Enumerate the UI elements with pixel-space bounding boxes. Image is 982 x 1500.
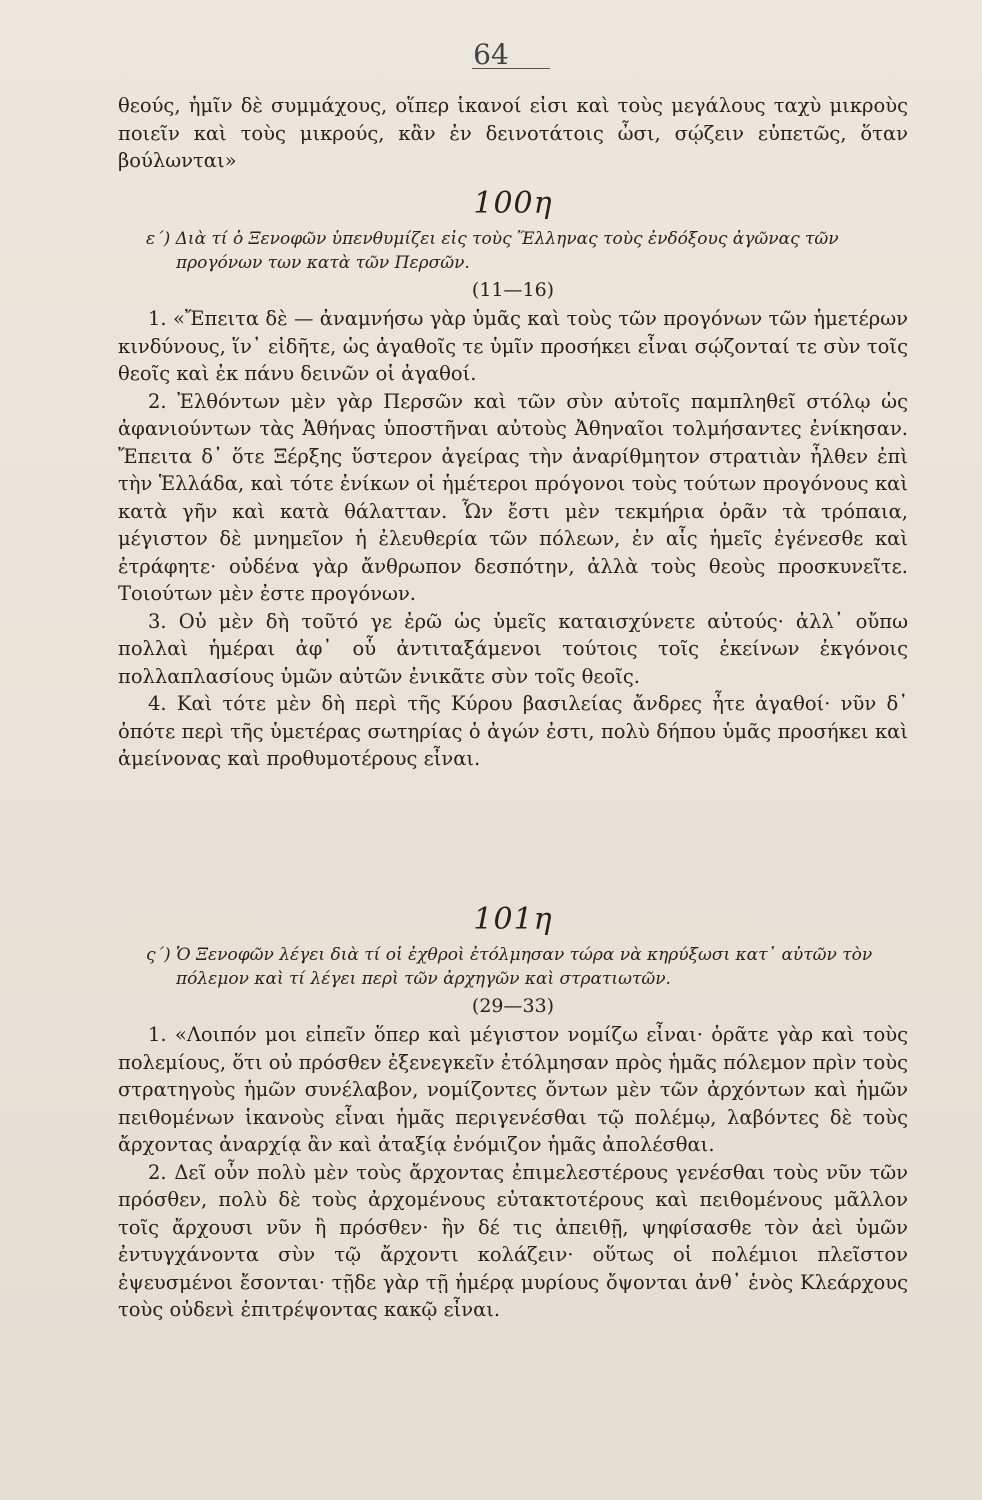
- intro-text-block: [118, 92, 908, 175]
- paragraph: 2. Δεῖ οὖν πολὺ μὲν τοὺς ἄρχοντας ἐπιμελεστέρους γενέσθαι τοὺς νῦν τῶν πρόσθεν, πολὺ δὲ τοὺς ἀρχομένους εὐτακτοτέρους καὶ πειθομένους μᾶλλον τοῖς ἄρχουσι νῦν ἢ πρόσθεν· ἢν δέ τις ἀπειθῇ, ψηφίσασθε τὸν ἀεὶ ὑμῶν ἐντυγχάνοντα σὺν τῷ ἄρχοντι κολάζειν· οὕτως οἱ πολέμιοι πλεῖστον ἐψευσμένοι ἔσονται· τῇδε γὰρ τῇ ἡμέρᾳ μυρίους ὄψονται ἀνθ᾽ ἑνὸς Κλεάρχους τοὺς οὐδενὶ ἐπιτρέψοντας κακῷ εἶναι.: [118, 1160, 908, 1321]
- paragraph: 4. Καὶ τότε μὲν δὴ περὶ τῆς Κύρου βασιλείας ἄνδρες ἦτε ἀγαθοί· νῦν δ᾽ ὁπότε περὶ τῆς ὑμετέρας σωτηρίας ὁ ἀγών ἐστι, πολὺ δήπου ὑμᾶς προσήκει καὶ ἀμείνονας καὶ προθυμοτέρους εἶναι.: [118, 692, 908, 770]
- paragraph: 2. Ἐλθόντων μὲν γὰρ Περσῶν καὶ τῶν σὺν αὐτοῖς παμπληθεῖ στόλῳ ὡς ἀφανιούντων τὰς Ἀθήνας ὑποστῆναι αὐτοὺς Ἀθηναῖοι τολμήσαντες ἐνίκησαν. Ἔπειτα δ᾽ ὅτε Ξέρξης ὕστερον ἀγείρας τὴν ἀναρίθμητον στρατιὰν ἦλθεν ἐπὶ τὴν Ἑλλάδα, καὶ τότε ἐνίκων οἱ ἡμέτεροι πρόγονοι τοὺς τούτων προγόνους καὶ κατὰ γῆν καὶ κατὰ θάλατταν. Ὧν ἔστι μὲν τεκμήρια ὁρᾶν τὰ τρόπαια, μέγιστον δὲ μνημεῖον ἡ ἐλευθερία τῶν πόλεων, ἐν αἷς ἡμεῖς ἐγένεσθε καὶ ἐτράφητε· οὐδένα γὰρ ἄνθρωπον δεσπότην, ἀλλὰ τοὺς θεοὺς προσκυνεῖτε. Τοιούτων μὲν ἐστε προγόνων.: [118, 389, 908, 605]
- paragraph: 1. «Ἔπειτα δὲ — ἀναμνήσω γὰρ ὑμᾶς καὶ τοὺς τῶν προγόνων τῶν ἡμετέρων κινδύνους, ἵν᾽ εἰδῆτε, ὡς ἀγαθοῖς τε ὑμῖν προσήκει εἶναι σῴζονταί τε σὺν τοῖς θεοῖς καὶ ἐκ πάνυ δεινῶν οἱ ἀγαθοί.: [118, 307, 908, 385]
- section-101: [118, 902, 908, 1324]
- paragraph: 3. Οὐ μὲν δὴ τοῦτό γε ἐρῶ ὡς ὑμεῖς καταισχύνετε αὐτούς· ἀλλ᾽ οὔπω πολλαὶ ἡμέραι ἀφ᾽ οὗ ἀντιταξάμενοι τούτοις τοῖς ἐκείνων ἐκγόνοις πολλαπλασίους ὑμῶν αὐτῶν ἐνικᾶτε σὺν τοῖς θεοῖς.: [118, 609, 908, 688]
- page-number: 64: [473, 38, 509, 71]
- intro-paragraph: θεούς, ἡμῖν δὲ συμμάχους, οἵπερ ἱκανοί εἰσι καὶ τοὺς μεγάλους ταχὺ μικροὺς ποιεῖν καὶ τοὺς μικρούς, κἂν ἐν δεινοτάτοις ὦσι, σῴζειν εὐπετῶς, ὅταν βούλωνται»: [118, 94, 908, 172]
- section-100: [118, 186, 908, 773]
- section-question: ε΄) Διὰ τί ὁ Ξενοφῶν ὑπενθυμίζει εἰς τοὺς Ἕλληνας τοὺς ἐνδόξους ἀγῶνας τῶν προγόνων των κατὰ τῶν Περσῶν.: [146, 229, 839, 273]
- section-range: (11—16): [471, 279, 555, 301]
- section-number: 100η: [473, 186, 553, 221]
- page-number-rule: [472, 68, 550, 69]
- section-range: (29—33): [471, 995, 555, 1017]
- section-number: 101η: [473, 902, 553, 937]
- section-question: ς΄) Ὁ Ξενοφῶν λέγει διὰ τί οἱ ἐχθροὶ ἐτόλμησαν τώρα νὰ κηρύξωσι κατ᾽ αὐτῶν τὸν πόλεμον καὶ τί λέγει περὶ τῶν ἀρχηγῶν καὶ στρατιωτῶν.: [146, 945, 873, 989]
- paragraph: 1. «Λοιπόν μοι εἰπεῖν ὅπερ καὶ μέγιστον νομίζω εἶναι· ὁρᾶτε γὰρ καὶ τοὺς πολεμίους, ὅτι οὐ πρόσθεν ἐξενεγκεῖν ἐτόλμησαν πρὸς ἡμᾶς πόλεμον πρὶν τοὺς στρατηγοὺς ἡμῶν συνέλαβον, νομίζοντες ὄντων μὲν τῶν ἀρχόντων καὶ ἡμῶν πειθομένων ἱκανοὺς εἶναι ἡμᾶς περιγενέσθαι τῷ πολέμῳ, λαβόντες δὲ τοὺς ἄρχοντας ἀναρχίᾳ ἂν καὶ ἀταξίᾳ ἐνόμιζον ἡμᾶς ἀπολέσθαι.: [118, 1023, 908, 1156]
